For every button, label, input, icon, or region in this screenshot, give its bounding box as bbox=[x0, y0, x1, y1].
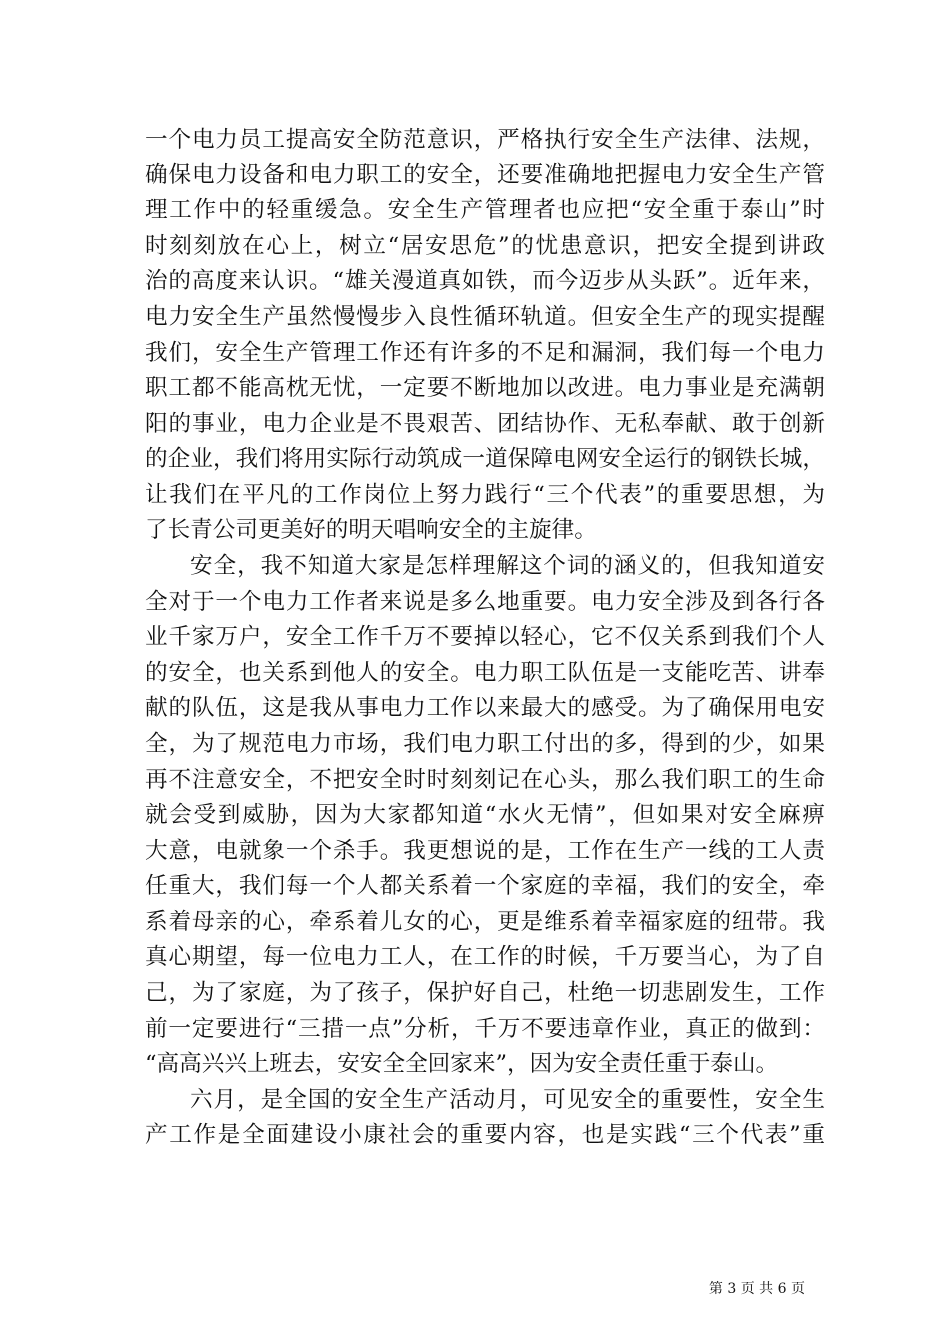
text-line: 全，为了规范电力市场，我们电力职工付出的多，得到的少，如果 bbox=[145, 731, 825, 757]
text-line: 产工作是全面建设小康社会的重要内容，也是实践“三个代表”重 bbox=[145, 1122, 825, 1148]
text-line: 全对于一个电力工作者来说是多么地重要。电力安全涉及到各行各 bbox=[145, 589, 825, 615]
text-line: “高高兴兴上班去，安安全全回家来”，因为安全责任重于泰山。 bbox=[145, 1051, 779, 1077]
text-line: 了长青公司更美好的明天唱响安全的主旋律。 bbox=[145, 517, 597, 543]
text-line: 系着母亲的心，牵系着儿女的心，更是维系着幸福家庭的纽带。我 bbox=[145, 909, 825, 935]
paragraph-first-line: 安全，我不知道大家是怎样理解这个词的涵义的，但我知道安 bbox=[190, 553, 825, 579]
text-line: 的安全，也关系到他人的安全。电力职工队伍是一支能吃苦、讲奉 bbox=[145, 660, 825, 686]
text-line: 任重大，我们每一个人都关系着一个家庭的幸福，我们的安全，牵 bbox=[145, 873, 825, 899]
text-line: 职工都不能高枕无忧，一定要不断地加以改进。电力事业是充满朝 bbox=[145, 375, 825, 401]
text-line: 就会受到威胁，因为大家都知道“水火无情”，但如果对安全麻痹 bbox=[145, 802, 825, 828]
text-line: 阳的事业，电力企业是不畏艰苦、团结协作、无私奉献、敢于创新 bbox=[145, 411, 825, 437]
text-line: 治的高度来认识。“雄关漫道真如铁，而今迈步从头跃”。近年来， bbox=[145, 268, 825, 294]
text-line: 确保电力设备和电力职工的安全，还要准确地把握电力安全生产管 bbox=[145, 162, 825, 188]
text-line: 理工作中的轻重缓急。安全生产管理者也应把“安全重于泰山”时 bbox=[145, 197, 825, 223]
text-line: 大意，电就象一个杀手。我更想说的是，工作在生产一线的工人责 bbox=[145, 838, 825, 864]
paragraph-first-line: 六月，是全国的安全生产活动月，可见安全的重要性，安全生 bbox=[190, 1087, 825, 1113]
text-line: 我们，安全生产管理工作还有许多的不足和漏洞，我们每一个电力 bbox=[145, 340, 825, 366]
text-line: 再不注意安全，不把安全时时刻刻记在心头，那么我们职工的生命 bbox=[145, 767, 825, 793]
text-line: 让我们在平凡的工作岗位上努力践行“三个代表”的重要思想，为 bbox=[145, 482, 825, 508]
text-line: 时刻刻放在心上，树立“居安思危”的忧患意识，把安全提到讲政 bbox=[145, 233, 825, 259]
text-line: 前一定要进行“三措一点”分析，千万不要违章作业，真正的做到： bbox=[145, 1016, 825, 1042]
text-line: 献的队伍，这是我从事电力工作以来最大的感受。为了确保用电安 bbox=[145, 695, 825, 721]
text-line: 的企业，我们将用实际行动筑成一道保障电网安全运行的钢铁长城， bbox=[145, 446, 825, 472]
text-line: 真心期望，每一位电力工人，在工作的时候，千万要当心，为了自 bbox=[145, 944, 825, 970]
text-line: 己，为了家庭，为了孩子，保护好自己，杜绝一切悲剧发生，工作 bbox=[145, 980, 825, 1006]
text-line: 业千家万户，安全工作千万不要掉以轻心，它不仅关系到我们个人 bbox=[145, 624, 825, 650]
text-line: 一个电力员工提高安全防范意识，严格执行安全生产法律、法规， bbox=[145, 127, 825, 153]
page-number: 第 3 页 共 6 页 bbox=[708, 1281, 805, 1297]
text-line: 电力安全生产虽然慢慢步入良性循环轨道。但安全生产的现实提醒 bbox=[145, 304, 825, 330]
